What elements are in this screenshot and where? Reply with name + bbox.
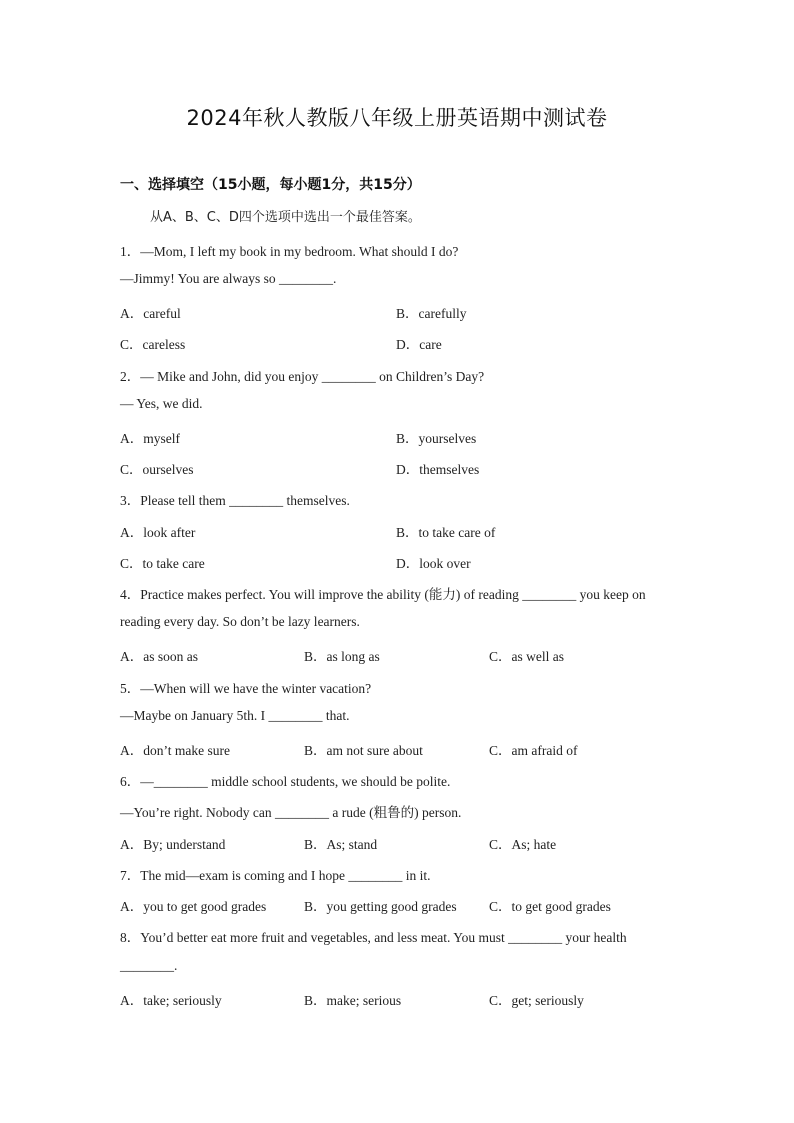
question-2-option-c: C．ourselves bbox=[120, 462, 194, 477]
question-5-option-a: A．don’t make sure bbox=[120, 743, 230, 758]
question-3-option-a: A．look after bbox=[120, 525, 196, 540]
question-4-line-2: reading every day. So don’t be lazy learners. bbox=[120, 614, 360, 629]
question-6-option-c: C．As; hate bbox=[489, 837, 557, 852]
question-1-line-1: 1．—Mom, I left my book in my bedroom. What should I do? bbox=[120, 244, 459, 259]
question-8-option-b: B．make; serious bbox=[304, 993, 402, 1008]
question-2-option-b: B．yourselves bbox=[396, 431, 477, 446]
question-2-option-d: D．themselves bbox=[396, 462, 480, 477]
question-1-line-2: —Jimmy! You are always so ________. bbox=[120, 271, 337, 286]
question-3-option-d: D．look over bbox=[396, 556, 471, 571]
question-2-line-1: 2．— Mike and John, did you enjoy ________ on Children’s Day? bbox=[120, 369, 485, 384]
question-5-line-1: 5．—When will we have the winter vacation? bbox=[120, 681, 372, 696]
question-6-line-2: —You’re right. Nobody can ________ a rude (粗鲁的) person. bbox=[120, 805, 462, 820]
question-2-line-2: — Yes, we did. bbox=[120, 396, 203, 411]
question-2-option-a: A．myself bbox=[120, 431, 180, 446]
question-6-option-a: A．By; understand bbox=[120, 837, 226, 852]
question-1-option-b: B．carefully bbox=[396, 306, 467, 321]
question-8-option-a: A．take; seriously bbox=[120, 993, 222, 1008]
question-7-option-b: B．you getting good grades bbox=[304, 899, 457, 914]
question-4-line-1: 4．Practice makes perfect. You will improve the ability (能力) of reading ________ you keep on bbox=[120, 587, 646, 602]
question-7-option-c: C．to get good grades bbox=[489, 899, 611, 914]
question-4-option-c: C．as well as bbox=[489, 649, 564, 664]
question-7-option-a: A．you to get good grades bbox=[120, 899, 267, 914]
section-instruction: 从A、B、C、D四个选项中选出一个最佳答案。 bbox=[150, 210, 421, 225]
question-8-line-2: ________. bbox=[120, 958, 178, 973]
section-heading: 一、选择填空（15小题，每小题1分，共15分） bbox=[120, 177, 421, 193]
question-4-option-a: A．as soon as bbox=[120, 649, 198, 664]
question-8-line-1: 8．You’d better eat more fruit and vegetables, and less meat. You must ________ your health bbox=[120, 930, 627, 945]
question-3-line-1: 3．Please tell them ________ themselves. bbox=[120, 493, 350, 508]
question-3-option-c: C．to take care bbox=[120, 556, 205, 571]
question-1-option-c: C．careless bbox=[120, 337, 186, 352]
question-6-option-b: B．As; stand bbox=[304, 837, 378, 852]
page-title: 2024年秋人教版八年级上册英语期中测试卷 bbox=[186, 106, 608, 130]
question-5-option-b: B．am not sure about bbox=[304, 743, 423, 758]
question-1-option-a: A．careful bbox=[120, 306, 181, 321]
question-8-option-c: C．get; seriously bbox=[489, 993, 584, 1008]
question-7-line-1: 7．The mid—exam is coming and I hope ________ in it. bbox=[120, 868, 431, 883]
question-5-option-c: C．am afraid of bbox=[489, 743, 578, 758]
question-5-line-2: —Maybe on January 5th. I ________ that. bbox=[120, 708, 350, 723]
question-4-option-b: B．as long as bbox=[304, 649, 380, 664]
question-6-line-1: 6．—________ middle school students, we should be polite. bbox=[120, 774, 451, 789]
question-3-option-b: B．to take care of bbox=[396, 525, 496, 540]
question-1-option-d: D．care bbox=[396, 337, 442, 352]
